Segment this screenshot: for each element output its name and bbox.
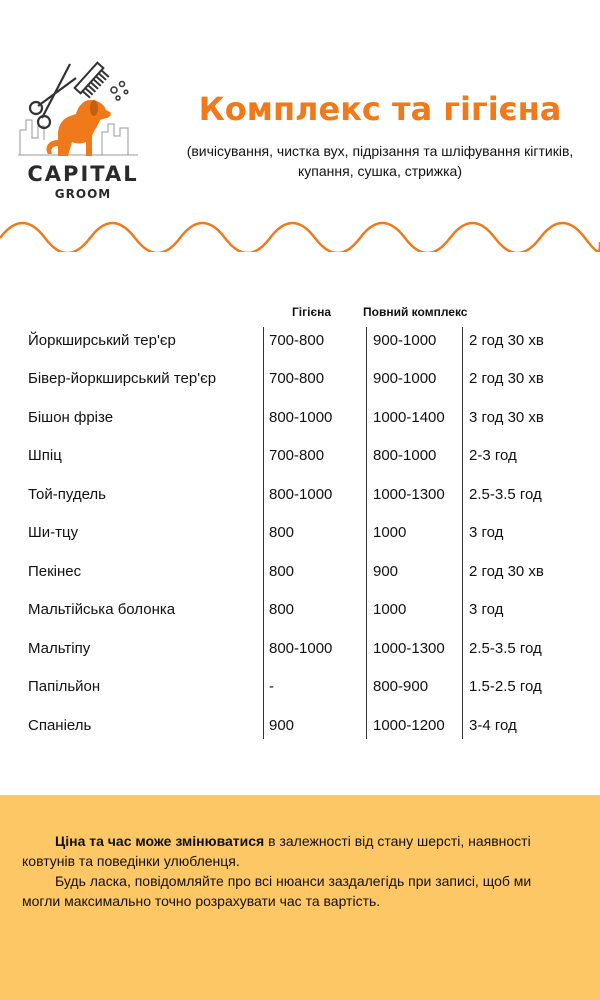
full-price: 900 xyxy=(373,563,399,580)
footer-note-panel xyxy=(0,795,600,1000)
full-price: 900-1000 xyxy=(373,370,437,387)
duration: 3-4 год xyxy=(469,717,517,734)
hygiene-price: - xyxy=(269,678,274,695)
page-subtitle: (вичісування, чистка вух, підрізання та шліфування кігтиків, купання, сушка, стрижка) xyxy=(186,143,574,179)
duration: 2.5-3.5 год xyxy=(469,640,542,657)
full-price: 800-1000 xyxy=(373,447,437,464)
duration: 2 год 30 хв xyxy=(469,370,544,387)
table-row xyxy=(0,399,600,437)
full-price: 1000-1400 xyxy=(373,409,445,426)
duration: 2 год 30 хв xyxy=(469,332,544,349)
hygiene-price: 800 xyxy=(269,524,295,541)
hygiene-price: 700-800 xyxy=(269,370,325,387)
column-header-hygiene: Гігієна xyxy=(292,305,332,319)
hygiene-price: 700-800 xyxy=(269,332,325,349)
note-paragraph-1 xyxy=(22,831,567,871)
bubbles-icon xyxy=(111,82,128,101)
breed-name: Шпіц xyxy=(28,447,62,464)
full-price: 1000 xyxy=(373,524,407,541)
breed-name: Пекінес xyxy=(28,563,82,580)
hygiene-price: 700-800 xyxy=(269,447,325,464)
duration: 3 год xyxy=(469,524,504,541)
hygiene-price: 900 xyxy=(269,717,295,734)
breed-name: Мальтіпу xyxy=(28,640,91,657)
full-price: 1000-1200 xyxy=(373,717,445,734)
full-price: 1000 xyxy=(373,601,407,618)
duration: 2.5-3.5 год xyxy=(469,486,542,503)
table-row xyxy=(0,591,600,629)
hygiene-price: 800 xyxy=(269,563,295,580)
breed-name: Ши-тцу xyxy=(28,524,79,541)
full-price: 1000-1300 xyxy=(373,640,445,657)
full-price: 1000-1300 xyxy=(373,486,445,503)
logo xyxy=(18,60,148,205)
table-row xyxy=(0,476,600,514)
duration: 2-3 год xyxy=(469,447,517,464)
breed-name: Йоркширський тер'єр xyxy=(28,332,176,349)
table-row xyxy=(0,630,600,668)
breed-name: Спаніель xyxy=(28,717,92,734)
table-row xyxy=(0,668,600,706)
breed-name: Мальтійська болонка xyxy=(28,601,176,618)
brand-name: CAPITAL xyxy=(27,162,139,186)
breed-name: Бішон фрізе xyxy=(28,409,114,426)
table-row xyxy=(0,322,600,360)
breed-name: Папільйон xyxy=(28,678,101,695)
full-price: 800-900 xyxy=(373,678,429,695)
column-header-full: Повний комплекс xyxy=(363,305,468,319)
table-row xyxy=(0,360,600,398)
wave-divider xyxy=(0,212,600,252)
breed-name: Той-пудель xyxy=(28,486,106,503)
table-row xyxy=(0,707,600,745)
logo-graphic xyxy=(18,60,148,160)
hygiene-price: 800-1000 xyxy=(269,486,333,503)
brand-subname: GROOM xyxy=(54,187,112,201)
table-row xyxy=(0,437,600,475)
duration: 2 год 30 хв xyxy=(469,563,544,580)
note-rest: в залежності від стану шерсті, наявності ковтунів та поведінки улюбленця. xyxy=(22,833,531,869)
table-row xyxy=(0,553,600,591)
note-paragraph-2: Будь ласка, повідомляйте про всі нюанси заздалегідь при записі, щоб ми могли максимально точно розрахувати час та вартість. xyxy=(22,873,532,909)
breed-name: Бівер-йоркширський тер'єр xyxy=(28,370,217,387)
hygiene-price: 800 xyxy=(269,601,295,618)
duration: 1.5-2.5 год xyxy=(469,678,542,695)
wave-line xyxy=(0,223,600,252)
dog-icon xyxy=(46,100,110,156)
full-price: 900-1000 xyxy=(373,332,437,349)
hygiene-price: 800-1000 xyxy=(269,640,333,657)
duration: 3 год xyxy=(469,601,504,618)
hygiene-price: 800-1000 xyxy=(269,409,333,426)
footer-note xyxy=(22,831,567,911)
note-bold: Ціна та час може змінюватися xyxy=(55,833,265,849)
comb-icon xyxy=(75,63,109,98)
duration: 3 год 30 хв xyxy=(469,409,544,426)
page-title: Комплекс та гігієна xyxy=(198,90,562,128)
table-row xyxy=(0,514,600,552)
